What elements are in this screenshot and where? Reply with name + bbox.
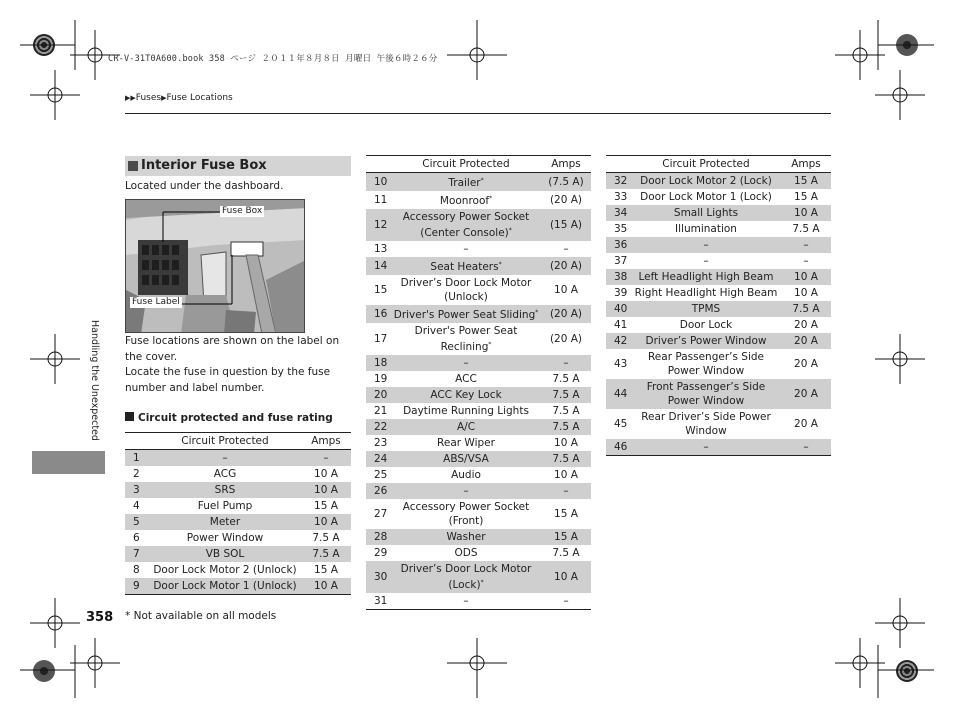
circuit-name: Audio [451, 469, 481, 481]
circuit-protected [631, 333, 781, 349]
table-header-row [366, 156, 591, 173]
circuit-protected [391, 529, 541, 545]
circuit-protected [391, 467, 541, 483]
circuit-protected [391, 451, 541, 467]
fuse-number: 45 [614, 418, 628, 430]
table-row [366, 545, 591, 561]
column-header-amps: Amps [781, 156, 831, 173]
fuse-amps: 15 A [314, 500, 338, 512]
locate-fuse-text: Locate the fuse in question by the fuse number and label number. [125, 366, 331, 394]
fuse-table-1 [125, 432, 351, 595]
table-row [366, 419, 591, 435]
circuit-name: Small Lights [673, 207, 739, 219]
circuit-protected [149, 546, 301, 562]
circuit-name: Rear Driver’s Side Power Window [641, 411, 771, 437]
circuit-name: Power Window [186, 532, 264, 544]
circuit-protected [391, 387, 541, 403]
fuse-number: 31 [366, 593, 391, 610]
circuit-name: SRS [214, 484, 236, 496]
circuit-name: – [703, 239, 709, 251]
breadcrumb-item-fuses[interactable]: Fuses [135, 93, 162, 103]
fuse-number: 17 [374, 333, 388, 345]
circuit-name: Driver’s Door Lock Motor (Unlock) [400, 277, 532, 303]
fuse-number: 9 [125, 578, 149, 595]
circuit-name: Trailer [448, 177, 481, 189]
circuit-protected [391, 275, 541, 305]
fuse-amps: – [781, 237, 831, 253]
fuse-table-3 [606, 155, 831, 456]
circuit-protected [631, 409, 781, 439]
circuit-protected [149, 578, 301, 595]
circuit-protected [631, 285, 781, 301]
table-row [366, 387, 591, 403]
fuse-amps: 15 A [554, 508, 578, 520]
fuse-number: 25 [374, 469, 388, 481]
section-title: Interior Fuse Box [141, 158, 267, 173]
fuse-number: 37 [614, 255, 628, 267]
table-row [366, 241, 591, 257]
circuit-protected [391, 209, 541, 241]
fuse-amps: 7.5 A [552, 373, 580, 385]
fuse-amps: – [541, 355, 591, 371]
fuse-number: 22 [366, 419, 391, 435]
fuse-amps: 10 A [301, 514, 351, 530]
circuit-protected [391, 545, 541, 561]
breadcrumb-item-fuse-locations[interactable]: Fuse Locations [166, 93, 233, 103]
circuit-protected [391, 323, 541, 355]
section-heading [125, 156, 351, 176]
fuse-amps: 15 A [781, 173, 831, 190]
fuse-number: 30 [366, 561, 391, 593]
table-row [125, 578, 351, 595]
circuit-protected [631, 205, 781, 221]
column-header-amps: Amps [301, 433, 351, 450]
fuse-number: 6 [133, 532, 140, 544]
table-row [606, 317, 831, 333]
circuit-protected [631, 189, 781, 205]
circuit-name: Door Lock Motor 2 (Lock) [640, 175, 772, 187]
circuit-name: ACC [455, 373, 477, 385]
table-row [366, 529, 591, 545]
fuse-number: 35 [614, 223, 628, 235]
column-header-number [125, 433, 149, 450]
circuit-protected [391, 241, 541, 257]
fuse-number: 8 [133, 564, 140, 576]
fuse-amps: 15 A [794, 191, 818, 203]
fuse-amps: 20 A [794, 418, 818, 430]
circuit-name: Seat Heaters [430, 261, 499, 273]
circuit-protected [391, 419, 541, 435]
circuit-name: Washer [446, 531, 486, 543]
circuit-protected [391, 191, 541, 209]
table-row [606, 189, 831, 205]
fuse-amps: (7.5 A) [541, 173, 591, 192]
circuit-name: ABS/VSA [443, 453, 489, 465]
fuse-number: 26 [366, 483, 391, 499]
fuse-amps: (20 A) [549, 194, 583, 206]
circuit-name: TPMS [691, 303, 721, 315]
circuit-protected [149, 514, 301, 530]
column-header-number [366, 156, 391, 173]
fuse-box-illustration [125, 199, 305, 333]
circuit-name: Driver's Power Seat Reclining [414, 325, 518, 353]
column-header-amps: Amps [541, 156, 591, 173]
chapter-tab [32, 451, 105, 474]
fuse-number: 2 [133, 468, 140, 480]
circuit-name: Rear Wiper [437, 437, 495, 449]
circuit-protected [391, 499, 541, 529]
fuse-number: 34 [606, 205, 631, 221]
fuse-number: 23 [374, 437, 388, 449]
circuit-name: Accessory Power Socket (Front) [402, 501, 530, 527]
circuit-protected [631, 349, 781, 379]
fuse-box-callout: Fuse Box [222, 206, 263, 216]
table-row [125, 562, 351, 578]
table-row [606, 269, 831, 285]
circuit-name: Daytime Running Lights [403, 405, 529, 417]
fuse-amps: 15 A [314, 564, 338, 576]
circuit-name: – [463, 595, 469, 607]
circuit-protected [631, 317, 781, 333]
circuit-name: – [463, 357, 469, 369]
table-row [366, 355, 591, 371]
footnote-asterisk: * [489, 195, 493, 202]
table-row [366, 275, 591, 305]
table-row [606, 301, 831, 317]
chapter-title: Handling the Unexpected [89, 320, 100, 441]
fuse-amps: – [563, 243, 569, 255]
fuse-number: 7 [125, 546, 149, 562]
fuse-number: 21 [374, 405, 388, 417]
chapter-side-label [88, 320, 102, 450]
fuse-amps: – [803, 255, 809, 267]
circuit-protected [149, 530, 301, 546]
table-row [366, 499, 591, 529]
fuse-number: 4 [133, 500, 140, 512]
table-row [366, 435, 591, 451]
circuit-protected [149, 466, 301, 482]
table-row [606, 221, 831, 237]
circuit-name: Door Lock Motor 1 (Lock) [640, 191, 772, 203]
fuse-number: 13 [374, 243, 388, 255]
fuse-number: 44 [606, 379, 631, 409]
circuit-protected [149, 498, 301, 514]
fuse-amps: 10 A [781, 269, 831, 285]
column-header-circuit: Circuit Protected [631, 156, 781, 173]
fuse-amps: (20 A) [541, 257, 591, 275]
fuse-number: 28 [366, 529, 391, 545]
fuse-amps: – [781, 439, 831, 456]
fuse-amps: 10 A [301, 482, 351, 498]
breadcrumb [125, 93, 233, 103]
cover-label-text: Fuse locations are shown on the label on the cover. [125, 335, 340, 363]
fuse-number: 5 [125, 514, 149, 530]
circuit-name: ODS [454, 547, 478, 559]
circuit-name: Driver’s Power Window [645, 335, 767, 347]
fuse-number: 20 [366, 387, 391, 403]
dashboard-drawing [126, 200, 305, 333]
fuse-amps: (20 A) [549, 333, 583, 345]
fuse-number: 27 [374, 508, 388, 520]
table-row [606, 253, 831, 269]
table-row [606, 173, 831, 190]
circuit-name: Door Lock Motor 2 (Unlock) [153, 564, 297, 576]
fuse-amps: 7.5 A [541, 451, 591, 467]
table-row [366, 371, 591, 387]
footnote-asterisk: * [480, 579, 484, 586]
fuse-amps: 7.5 A [552, 547, 580, 559]
fuse-amps: 10 A [554, 469, 578, 481]
circuit-name: Left Headlight High Beam [638, 271, 774, 283]
table-row [125, 466, 351, 482]
subsection-title: Circuit protected and fuse rating [138, 412, 333, 424]
circuit-name: Front Passenger’s Side Power Window [646, 381, 766, 407]
circuit-protected [631, 269, 781, 285]
page-number: 358 [86, 610, 114, 625]
table-row [606, 333, 831, 349]
circuit-name: VB SOL [205, 548, 245, 560]
fuse-amps: 7.5 A [312, 532, 340, 544]
circuit-name: Door Lock Motor 1 (Unlock) [153, 580, 297, 592]
circuit-name: Driver’s Door Lock Motor (Lock) [400, 563, 532, 591]
circuit-protected [391, 561, 541, 593]
fuse-amps: 10 A [554, 284, 578, 296]
fuse-number: 24 [366, 451, 391, 467]
fuse-number: 14 [366, 257, 391, 275]
fuse-amps: 7.5 A [541, 419, 591, 435]
fuse-amps: 7.5 A [552, 405, 580, 417]
circuit-protected [391, 257, 541, 275]
table-header-row [125, 433, 351, 450]
circuit-protected [631, 439, 781, 456]
fuse-amps: 7.5 A [541, 387, 591, 403]
circuit-protected [391, 483, 541, 499]
table-row [366, 323, 591, 355]
fuse-label-callout: Fuse Label [132, 297, 180, 307]
fuse-number: 18 [366, 355, 391, 371]
table-row [366, 483, 591, 499]
fuse-amps: 10 A [554, 437, 578, 449]
fuse-number: 41 [614, 319, 628, 331]
fuse-amps: – [541, 483, 591, 499]
fuse-number: 42 [606, 333, 631, 349]
fuse-amps: 10 A [541, 561, 591, 593]
fuse-number: 36 [606, 237, 631, 253]
table-row [366, 467, 591, 483]
circuit-name: Accessory Power Socket (Center Console) [402, 211, 530, 239]
circuit-protected [391, 435, 541, 451]
circuit-protected [391, 371, 541, 387]
fuse-amps: 20 A [781, 379, 831, 409]
footnote-asterisk: * [480, 177, 484, 184]
table-row [366, 561, 591, 593]
circuit-name: ACG [213, 468, 237, 480]
table-row [366, 403, 591, 419]
circuit-name: – [703, 255, 709, 267]
fuse-number: 15 [374, 284, 388, 296]
circuit-protected [631, 253, 781, 269]
table-row [606, 237, 831, 253]
circuit-protected [149, 562, 301, 578]
circuit-protected [391, 173, 541, 192]
table-row [125, 514, 351, 530]
column-header-circuit: Circuit Protected [149, 433, 301, 450]
fuse-amps: 10 A [301, 578, 351, 595]
print-meta-line: CR-V-31T0A600.book 358 ページ ２０１１年８月８日 月曜日 午後６時２６分 [108, 54, 438, 64]
circuit-protected [149, 450, 301, 467]
circuit-protected [391, 305, 541, 323]
circuit-protected [631, 173, 781, 190]
fuse-amps: 10 A [794, 287, 818, 299]
footnote-asterisk: * [508, 227, 512, 234]
table-row [606, 439, 831, 456]
column-header-circuit: Circuit Protected [391, 156, 541, 173]
circuit-protected [631, 379, 781, 409]
table-row [606, 205, 831, 221]
breadcrumb-arrow-icon: ▶▶ [125, 94, 136, 102]
subsection-heading [125, 412, 333, 424]
circuit-name: Illumination [675, 223, 737, 235]
fuse-amps: 10 A [314, 468, 338, 480]
fuse-amps: 20 A [794, 319, 818, 331]
fuse-number: 19 [374, 373, 388, 385]
circuit-name: A/C [456, 421, 476, 433]
fuse-number: 33 [614, 191, 628, 203]
circuit-name: Moonroof [439, 195, 490, 207]
table-row [125, 450, 351, 467]
circuit-protected [631, 301, 781, 317]
circuit-name: – [703, 441, 709, 453]
fuse-number: 46 [606, 439, 631, 456]
subsection-square-icon [125, 412, 134, 421]
circuit-name: Door Lock [679, 319, 733, 331]
circuit-protected [391, 403, 541, 419]
fuse-amps: (15 A) [541, 209, 591, 241]
footnote-asterisk: * [535, 309, 539, 316]
fuse-number: 11 [374, 194, 388, 206]
section-square-icon [128, 161, 138, 171]
fuse-number: 40 [606, 301, 631, 317]
fuse-amps: – [541, 593, 591, 610]
fuse-number: 29 [374, 547, 388, 559]
circuit-protected [149, 482, 301, 498]
table-header-row [606, 156, 831, 173]
table-row [366, 451, 591, 467]
fuse-amps: 7.5 A [792, 223, 820, 235]
table-row [366, 593, 591, 610]
fuse-number: 12 [366, 209, 391, 241]
table-row [125, 546, 351, 562]
table-row [366, 173, 591, 192]
table-row [606, 285, 831, 301]
circuit-name: ACC Key Lock [430, 389, 502, 401]
table-row [366, 257, 591, 275]
fuse-number: 43 [614, 358, 628, 370]
circuit-name: Fuel Pump [197, 500, 253, 512]
fuse-number: 3 [125, 482, 149, 498]
fuse-amps: 10 A [781, 205, 831, 221]
fuse-number: 1 [125, 450, 149, 467]
circuit-protected [391, 593, 541, 610]
fuse-amps: 7.5 A [301, 546, 351, 562]
table-row [125, 482, 351, 498]
fuse-number: 32 [606, 173, 631, 190]
footnote-asterisk: * [488, 341, 492, 348]
footnote-asterisk: * [498, 261, 502, 268]
fuse-amps: 20 A [794, 358, 818, 370]
fuse-number: 10 [366, 173, 391, 192]
circuit-protected [631, 237, 781, 253]
circuit-name: Meter [209, 516, 241, 528]
location-text: Located under the dashboard. [125, 180, 284, 192]
circuit-name: Driver's Power Seat Sliding [393, 309, 536, 321]
table-row [606, 379, 831, 409]
fuse-amps: 7.5 A [781, 301, 831, 317]
circuit-name: – [222, 452, 228, 464]
table-row [125, 530, 351, 546]
circuit-protected [631, 221, 781, 237]
circuit-name: Right Headlight High Beam [634, 287, 778, 299]
fuse-amps: (20 A) [541, 305, 591, 323]
circuit-name: Rear Passenger’s Side Power Window [647, 351, 765, 377]
fuse-amps: 15 A [541, 529, 591, 545]
table-row [366, 191, 591, 209]
header-divider [125, 113, 831, 114]
fuse-number: 39 [614, 287, 628, 299]
column-header-number [606, 156, 631, 173]
table-row [125, 498, 351, 514]
table-row [366, 209, 591, 241]
table-row [606, 349, 831, 379]
circuit-name: – [463, 485, 469, 497]
fuse-number: 38 [606, 269, 631, 285]
fuse-table-2 [366, 155, 591, 610]
table-row [366, 305, 591, 323]
fuse-amps: – [301, 450, 351, 467]
fuse-number: 16 [366, 305, 391, 323]
circuit-name: – [463, 243, 469, 255]
breadcrumb-arrow-icon: ▶ [161, 94, 167, 102]
circuit-protected [391, 355, 541, 371]
table-row [606, 409, 831, 439]
footnote: * Not available on all models [125, 610, 277, 622]
fuse-amps: 20 A [781, 333, 831, 349]
